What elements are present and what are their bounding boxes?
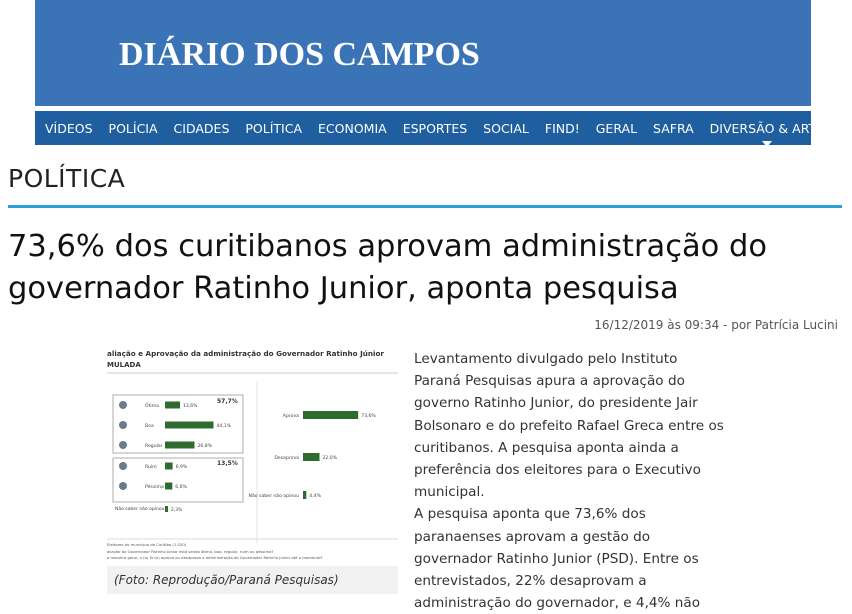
rating-face-icon xyxy=(119,401,127,409)
site-logo[interactable]: DIÁRIO DOS CAMPOS xyxy=(119,36,480,73)
positive-total: 57,7% xyxy=(217,398,238,405)
article-paragraph: Levantamento divulgado pelo Instituto Paraná Pesquisas apura a aprovação do governo Ratinho Junior, do presidente Jair Bolsonaro e do prefeito Rafael Greca entre os curitibanos. A pesquisa aponta ainda a preferência dos eleitores para o Executivo municipal. xyxy=(414,351,724,501)
nav-item-esportes[interactable]: ESPORTES xyxy=(402,120,468,136)
article-image[interactable] xyxy=(107,343,398,594)
nav-item-social[interactable]: SOCIAL xyxy=(483,120,529,136)
nav-item-economia[interactable]: ECONOMIA xyxy=(318,120,387,136)
article-body xyxy=(414,348,726,614)
eval-bar xyxy=(165,402,180,409)
eval-label: Boa xyxy=(145,424,154,429)
eval-value: 13,6% xyxy=(182,404,198,409)
chart-subtitle: MULADA xyxy=(107,361,141,369)
no-opinion-value: 2,3% xyxy=(171,508,183,513)
approval-value: 73,6% xyxy=(361,414,376,419)
negative-total: 13,5% xyxy=(217,460,238,467)
eval-value: 44,1% xyxy=(216,424,232,429)
eval-bar xyxy=(165,442,195,449)
eval-value: 26,8% xyxy=(197,444,213,449)
nav-item-safra[interactable]: SAFRA xyxy=(653,120,694,136)
section-divider xyxy=(8,205,842,208)
nav-item-politica[interactable]: POLÍTICA xyxy=(245,120,303,136)
chevron-down-icon xyxy=(762,141,772,147)
eval-bar xyxy=(165,483,172,490)
approval-label: Aprova xyxy=(282,414,299,419)
image-caption: (Foto: Reprodução/Paraná Pesquisas) xyxy=(107,566,398,594)
eval-label: Regular xyxy=(145,444,163,449)
section-title: POLÍTICA xyxy=(8,164,126,193)
eval-bar xyxy=(165,422,214,429)
approval-bar xyxy=(303,453,320,461)
nav-item-videos[interactable]: VÍDEOS xyxy=(45,120,93,136)
approval-label: Não saber não opinou xyxy=(248,494,299,499)
eval-label: Péssima xyxy=(145,485,164,490)
article-byline: 16/12/2019 às 09:34 - por Patrícia Lucini xyxy=(594,318,838,332)
nav-item-diversao-arte[interactable] xyxy=(702,121,832,136)
eval-label: Ruim xyxy=(145,465,157,470)
main-nav xyxy=(35,111,825,145)
rating-face-icon xyxy=(119,482,127,490)
article-paragraph: A pesquisa aponta que 73,6% dos paranaenses aprovam a gestão do governador Ratinho Junior (PSD). Entre os entrevistados, 22% desaprovam a administração do governador, e 4,4% não xyxy=(414,506,701,612)
no-opinion-bar xyxy=(165,506,168,512)
rating-face-icon xyxy=(119,421,127,429)
nav-item-cidades[interactable]: CIDADES xyxy=(173,120,230,136)
survey-chart-image xyxy=(107,343,398,566)
approval-label: Desaprova xyxy=(274,456,299,461)
nav-item-geral[interactable]: GERAL xyxy=(595,120,638,136)
nav-item-label: DIVERSÃO & ARTE xyxy=(709,120,825,136)
rating-face-icon xyxy=(119,462,127,470)
rating-face-icon xyxy=(119,441,127,449)
chart-footnote-3: a maneira geral, o (a) Sr.(a) aprova ou desaprova a administração do Governador Ratinho Júnior até o momento? xyxy=(107,555,323,560)
nav-item-find[interactable]: FIND! xyxy=(544,120,580,136)
chart-footnote-1: Eleitores do município de Curitiba (1.020) xyxy=(107,542,187,547)
eval-value: 6,9% xyxy=(175,465,188,470)
approval-value: 4,4% xyxy=(309,494,321,499)
chart-footnote-2: aliação do Governador Ratinho Júnior está sendo ótima, boa, regular, ruim ou péssima? xyxy=(107,549,274,554)
site-header xyxy=(35,0,811,106)
no-opinion-label: Não saber não opinou xyxy=(115,507,165,512)
eval-value: 6,6% xyxy=(175,485,187,490)
eval-label: Ótima xyxy=(145,404,159,409)
eval-bar xyxy=(165,463,173,470)
article-headline: 73,6% dos curitibanos aprovam administração do governador Ratinho Junior, aponta pesquisa xyxy=(8,229,768,306)
approval-value: 22,0% xyxy=(322,456,338,461)
approval-bar xyxy=(303,411,358,419)
approval-bar xyxy=(303,491,306,499)
chart-title: aliação e Aprovação da administração do Governador Ratinho Júnior xyxy=(107,349,384,358)
nav-item-policia[interactable]: POLÍCIA xyxy=(108,120,158,136)
